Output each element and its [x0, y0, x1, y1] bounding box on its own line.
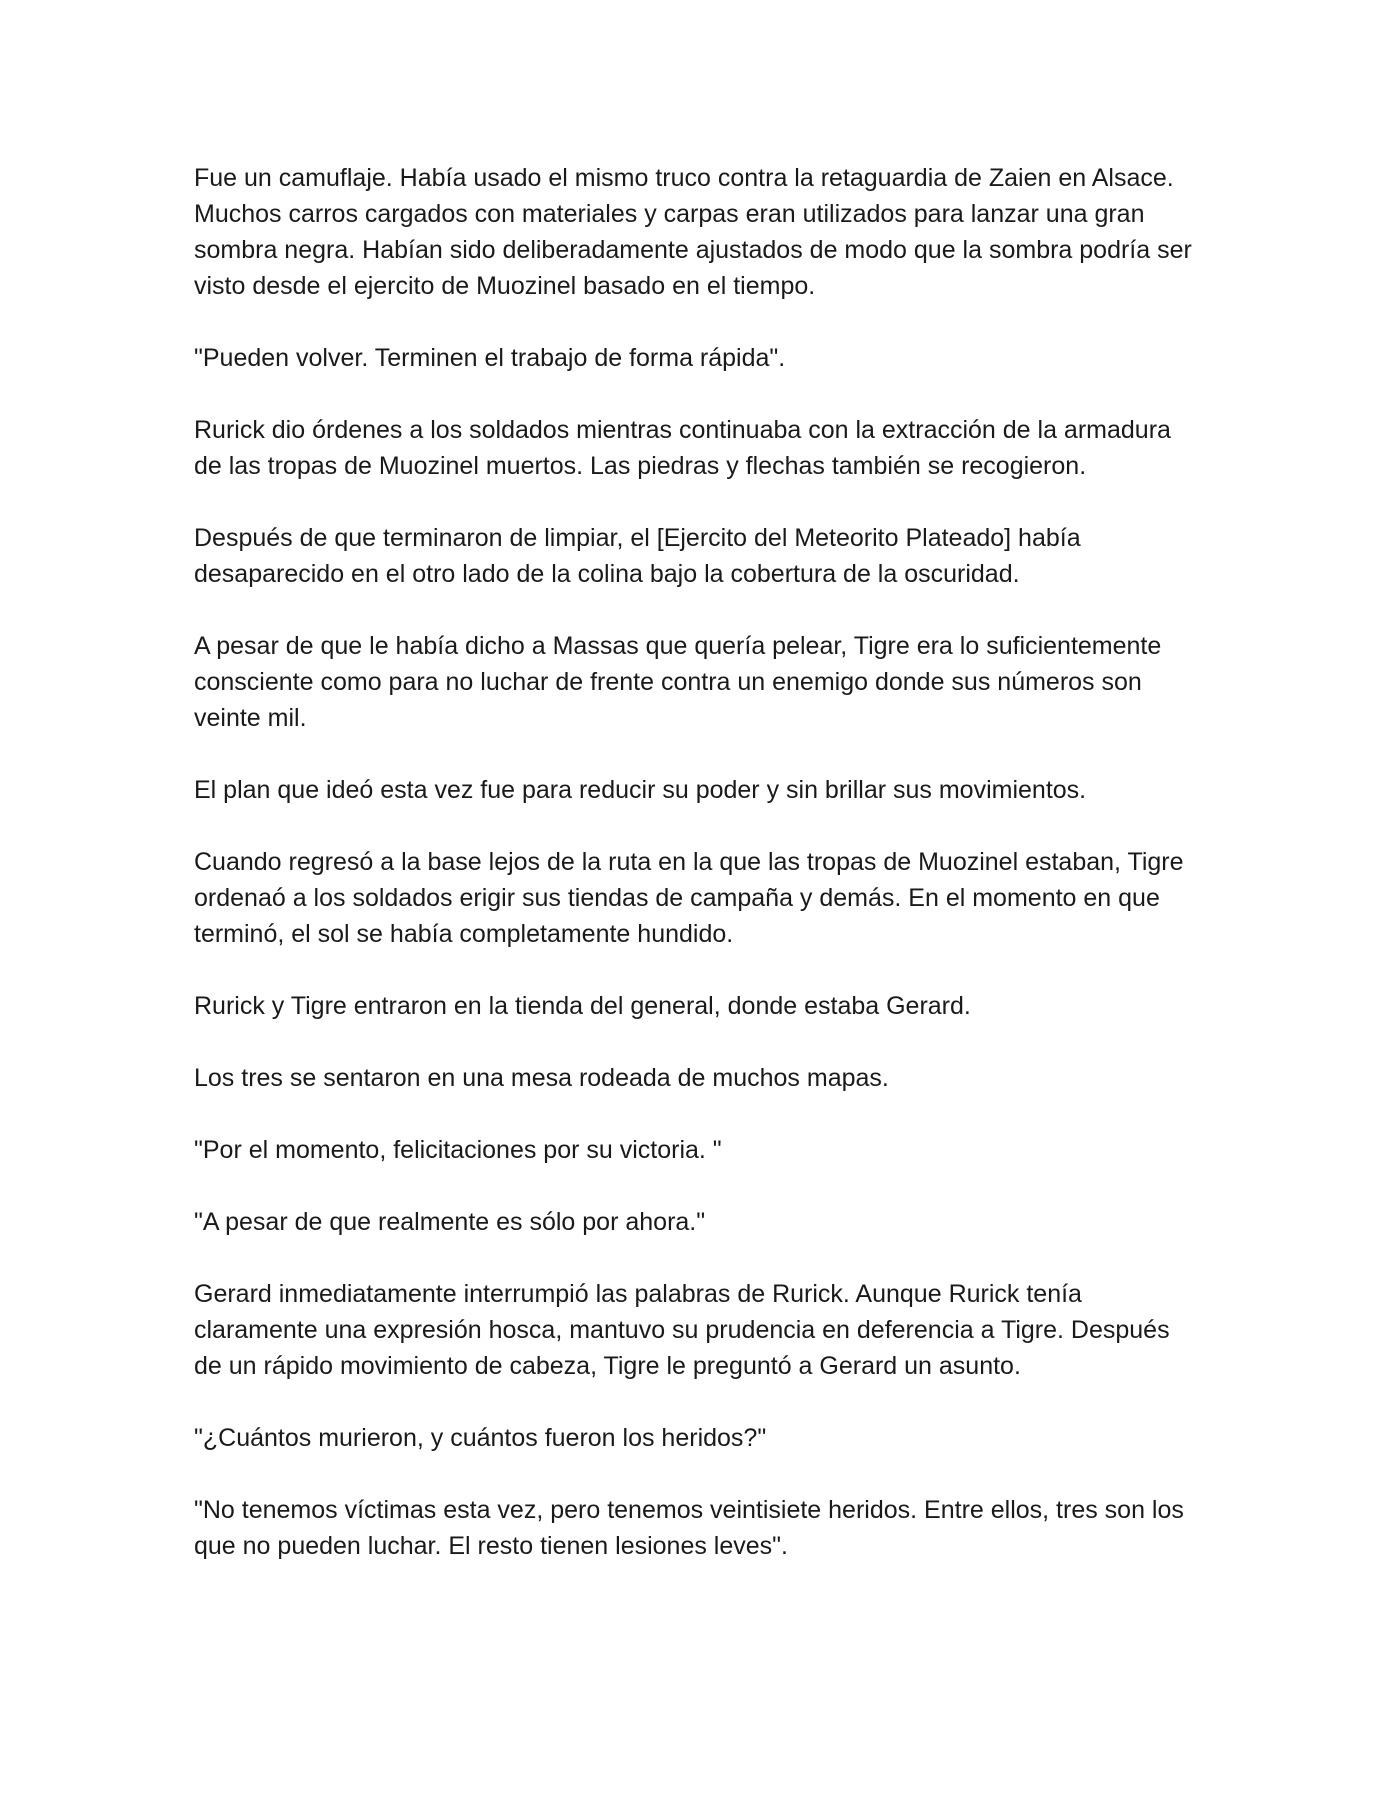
paragraph-6: El plan que ideó esta vez fue para reducir su poder y sin brillar sus movimientos. — [194, 776, 1087, 804]
paragraph-11: "A pesar de que realmente es sólo por ahora." — [194, 1208, 706, 1236]
paragraph-10: "Por el momento, felicitaciones por su victoria. " — [194, 1136, 722, 1164]
paragraph-3: Rurick dio órdenes a los soldados mientras continuaba con la extracción de la armadura de las tropas de Muozinel muertos. Las piedras y flechas también se recogieron. — [194, 416, 1171, 480]
paragraph-13: "¿Cuántos murieron, y cuántos fueron los heridos?" — [194, 1424, 767, 1452]
paragraph-4: Después de que terminaron de limpiar, el [Ejercito del Meteorito Plateado] había desaparecido en el otro lado de la colina bajo la cobertura de la oscuridad. — [194, 524, 1081, 588]
document-body — [194, 160, 1204, 1600]
paragraph-1: Fue un camuflaje. Había usado el mismo truco contra la retaguardia de Zaien en Alsace. Muchos carros cargados con materiales y carpas eran utilizados para lanzar una gran sombra negra. Habían sido deliberadamente ajustados de modo que la sombra podría ser visto desde el ejercito de Muozinel basado en el tiempo. — [194, 164, 1192, 300]
paragraph-12: Gerard inmediatamente interrumpió las palabras de Rurick. Aunque Rurick tenía claramente una expresión hosca, mantuvo su prudencia en deferencia a Tigre. Después de un rápido movimiento de cabeza, Tigre le preguntó a Gerard un asunto. — [194, 1280, 1170, 1380]
paragraph-2: "Pueden volver. Terminen el trabajo de forma rápida". — [194, 344, 786, 372]
paragraph-7: Cuando regresó a la base lejos de la ruta en la que las tropas de Muozinel estaban, Tigre ordenaó a los soldados erigir sus tiendas de campaña y demás. En el momento en que terminó, el sol se había completamente hundido. — [194, 848, 1184, 948]
paragraph-9: Los tres se sentaron en una mesa rodeada de muchos mapas. — [194, 1064, 889, 1092]
paragraph-14: "No tenemos víctimas esta vez, pero tenemos veintisiete heridos. Entre ellos, tres son los que no pueden luchar. El resto tienen lesiones leves". — [194, 1496, 1184, 1560]
paragraph-8: Rurick y Tigre entraron en la tienda del general, donde estaba Gerard. — [194, 992, 971, 1020]
paragraph-5: A pesar de que le había dicho a Massas que quería pelear, Tigre era lo suficientemente consciente como para no luchar de frente contra un enemigo donde sus números son veinte mil. — [194, 632, 1162, 732]
